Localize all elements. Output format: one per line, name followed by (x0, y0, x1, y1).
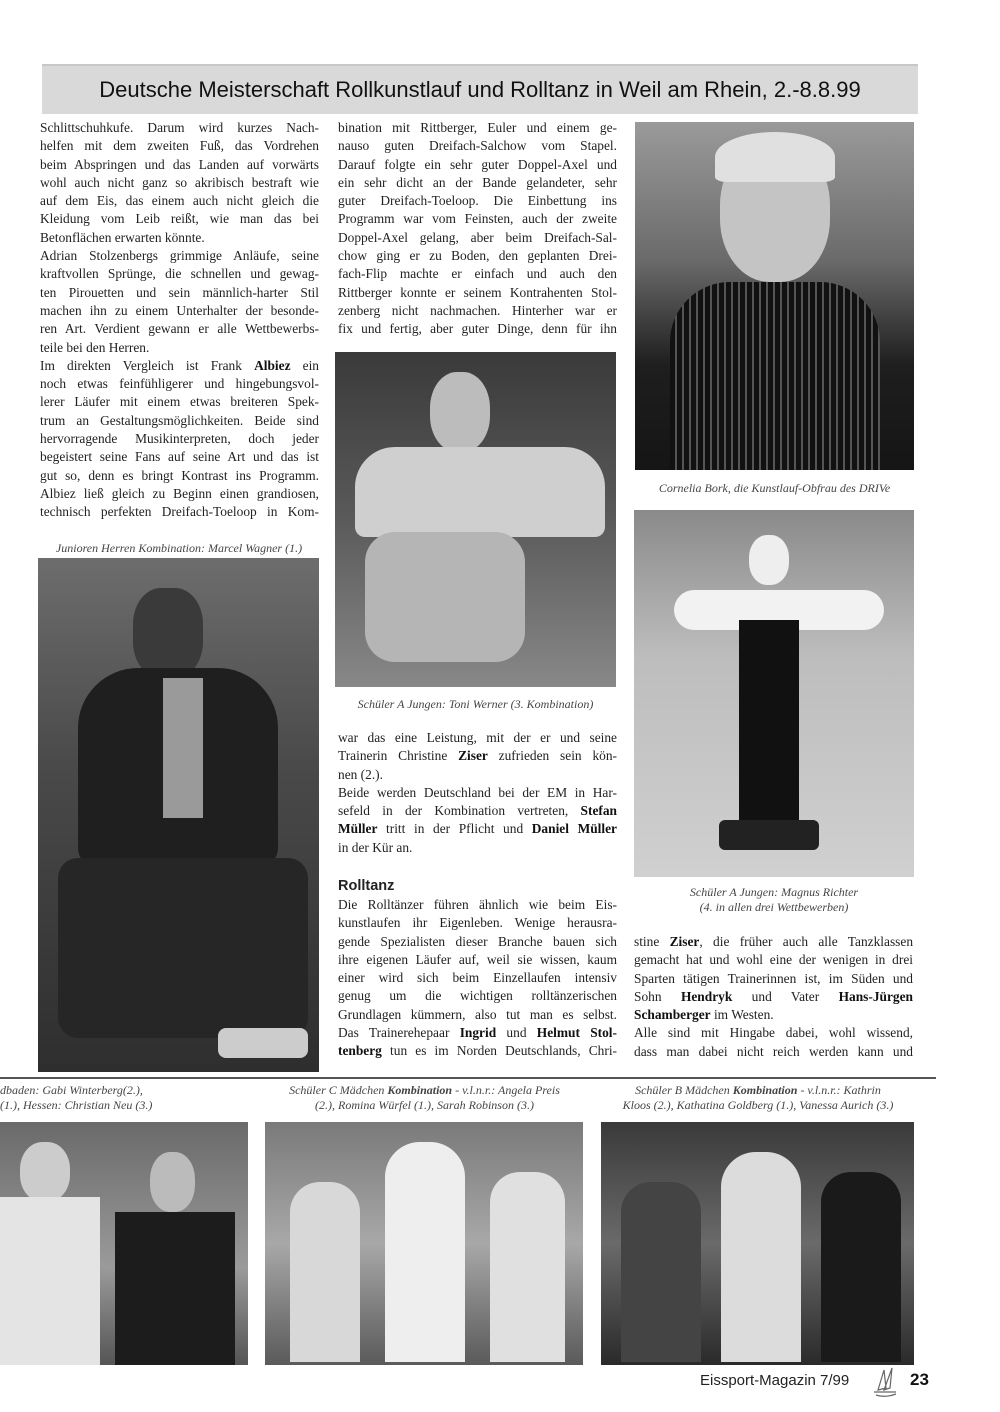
photo-schueler-c-maedchen (265, 1122, 583, 1365)
text-line: stine Ziser, die früher auch alle Tanzklassen (634, 934, 914, 949)
text-line: Betonflächen erwarten könnte. (40, 229, 205, 245)
caption-schueler-b-line-1 (598, 1083, 918, 1098)
text-line: Sparten tätigen Trainerinnen ist, im Süden und (634, 970, 913, 986)
text-line: ren Art. Verdient gewann er alle Wettbewerbs- (40, 321, 319, 337)
bold-name: Hans-Jürgen (838, 988, 913, 1004)
text-line: wohl auch nicht ganz so akribisch bestraft wie (40, 174, 319, 190)
text-line: sefeld in der Kombination vertreten, Stefan (338, 803, 617, 819)
caption-left-group (0, 1083, 230, 1113)
text-line: Sohn Hendryk und Vater Hans-Jürgen (634, 988, 913, 1004)
text-line: machen ihn zu einem Unterhalter der besonde- (40, 302, 319, 318)
text-line: Im direkten Vergleich ist Frank Albiez ein (40, 357, 319, 373)
page-number: 23 (910, 1370, 929, 1389)
caption-text: - v.l.n.r.: Angela Preis (452, 1083, 560, 1097)
bold-name: Schamberger (634, 1007, 711, 1023)
text-line: Das Trainerehepaar Ingrid und Helmut Stol- (338, 1025, 617, 1041)
text-line: fix und fertig, aber guter Dinge, denn für ihn (338, 321, 617, 337)
text-line: Die Rolltänzer führen ähnlich wie beim Eis- (338, 897, 617, 912)
article-column-1 (40, 119, 319, 522)
article-column-3 (634, 933, 913, 1061)
magazine-footer: Eissport-Magazin 7/99 (700, 1372, 850, 1389)
caption-text: Schüler C Mädchen (289, 1083, 388, 1097)
text-line: Albiez ließ gleich zu Beginn einen grandiosen, (40, 485, 319, 501)
text-line: gut so, denn es bringt Kontrast ins Programm. (40, 467, 319, 483)
bold-name: tenberg (338, 1043, 382, 1059)
text-line: Doppel-Axel gelang, aber beim Dreifach-Sal- (338, 229, 617, 245)
headline: Deutsche Meisterschaft Rollkunstlauf und Rolltanz in Weil am Rhein, 2.-8.8.99 (99, 77, 861, 102)
text-line: ihre eigenen Läufer auf, weil sie wissen, kaum (338, 951, 617, 967)
text-line: fach-Flip machte er einfach und auch den (338, 266, 617, 282)
text-line: in der Kür an. (338, 839, 413, 855)
text-line: hervorragende Musikinterpreten, doch jeder (40, 431, 319, 447)
text-line: Adrian Stolzenbergs grimmige Anläufe, seine (40, 248, 319, 264)
text-line: gende Spezialisten dieser Branche bauen sich (338, 933, 617, 949)
text-line: Schamberger im Westen. (634, 1007, 774, 1023)
bold-name: Ziser (458, 748, 488, 764)
photo-hessen-group (0, 1122, 248, 1365)
text-line: zenberg nicht nachmachen. Hinterher war er (338, 302, 617, 318)
article-column-2-top (338, 119, 617, 339)
caption-wagner: Junioren Herren Kombination: Marcel Wagner (1.) (55, 541, 303, 555)
caption-richter-line-2: (4. in allen drei Wettbewerben) (699, 900, 849, 914)
text-line: Beide werden Deutschland bei der EM in Har- (338, 784, 617, 800)
caption-bold: Kombination (387, 1083, 453, 1097)
caption-schueler-c-line-2: (2.), Romina Würfel (1.), Sarah Robinson (3.) (315, 1098, 534, 1112)
text-line: guter Dreifach-Toeloop. Die Einbettung ins (338, 193, 617, 209)
caption-schueler-c (262, 1083, 587, 1113)
bold-name: Hendryk (680, 988, 733, 1004)
text-line: Rittberger konnte er seinem Kontrahenten Stol- (338, 284, 617, 300)
caption-bork: Cornelia Bork, die Kunstlauf-Obfrau des DRIVe (658, 481, 891, 495)
bold-name: Ziser (669, 934, 700, 949)
photo-schueler-b-maedchen (601, 1122, 914, 1365)
photo-toni-werner (335, 352, 616, 687)
text-line: dass man dabei nicht reich werden kann und (634, 1043, 913, 1059)
caption-left-line-1: dbaden: Gabi Winterberg(2.), (0, 1083, 143, 1097)
text-line: kunstlaufen ihr Eigenleben. Wenige herausra- (338, 915, 617, 931)
text-line: Kleidung vom Leib reißt, wie man das bei (40, 211, 319, 227)
skate-logo-icon (870, 1364, 900, 1400)
text-line: tenberg tun es im Norden Deutschlands, Chri- (338, 1043, 617, 1059)
bold-name: Ingrid (459, 1025, 497, 1041)
caption-schueler-b (598, 1083, 918, 1113)
caption-text: Schüler B Mädchen (635, 1083, 733, 1097)
headline-banner (42, 64, 918, 114)
article-column-2-rolltanz (338, 877, 617, 1061)
text-line: nauso guten Dreifach-Salchow vom Stapel. (338, 138, 617, 154)
caption-richter (634, 885, 914, 915)
text-line: ein sehr dicht an der Bande gelandeter, sehr (338, 174, 617, 190)
text-line: ten Pirouetten und sein männlich-harter Stil (40, 284, 319, 300)
text-line: Schlittschuhkufe. Darum wird kurzes Nach- (40, 120, 319, 135)
section-heading-rolltanz: Rolltanz (338, 878, 395, 894)
text-line: gemacht hat und wohl eine der wenigen in drei (634, 952, 913, 968)
text-line: begeistert seine Fans auf seine Art und das ist (40, 449, 319, 465)
photo-magnus-richter (634, 510, 914, 877)
text-line: einer wird sich beim Einzellaufen intensiv (338, 970, 617, 986)
text-line: auf dem Eis, das einem auch nicht gleich die (40, 193, 319, 209)
article-column-2-middle (338, 729, 617, 857)
bold-name: Albiez (254, 357, 291, 373)
text-line: Müller tritt in der Pflicht und Daniel Müller (338, 821, 617, 837)
text-line: Trainerin Christine Ziser zufrieden sein kön- (338, 748, 617, 764)
rolltanz-text (338, 896, 617, 1061)
photo-marcel-wagner (38, 558, 319, 1072)
text-line: lerer Läufer mit einem etwas breiteren Spek- (40, 394, 319, 410)
caption-text: - v.l.n.r.: Kathrin (797, 1083, 881, 1097)
text-line: genug um die wichtigen rolltänzerischen (338, 988, 617, 1004)
text-line: teile bei den Herren. (40, 339, 150, 355)
bold-name: Daniel Müller (531, 821, 617, 837)
text-line: Programm war vom Feinsten, auch der zweite (338, 211, 617, 227)
text-line: noch etwas feinfühligerer und hingebungsvol- (40, 376, 319, 392)
text-line: Alle sind mit Hingabe dabei, wohl wissend, (634, 1025, 913, 1041)
caption-bold: Kombination (732, 1083, 798, 1097)
text-line: war das eine Leistung, mit der er und seine (338, 730, 617, 745)
caption-richter-line-1: Schüler A Jungen: Magnus Richter (689, 885, 859, 899)
caption-schueler-b-line-2: Kloos (2.), Kathatina Goldberg (1.), Vanessa Aurich (3.) (622, 1098, 894, 1112)
bold-name: Stefan (580, 803, 617, 819)
caption-schueler-c-line-1 (262, 1083, 587, 1098)
text-line: kraftvollen Sprünge, die schnellen und gewag- (40, 266, 319, 282)
bold-name: Müller (338, 821, 378, 837)
photo-cornelia-bork (635, 122, 914, 470)
caption-left-line-2: (1.), Hessen: Christian Neu (3.) (0, 1098, 153, 1112)
text-line: Grundlagen kümmern, also tut man es selbst. (338, 1006, 617, 1022)
text-line: Darauf folgte ein sehr guter Doppel-Axel und (338, 156, 617, 172)
text-line: chow ging er zu Boden, den geplanten Drei- (338, 248, 617, 264)
text-line: beim Abspringen und das Landen auf vorwärts (40, 156, 319, 172)
bold-name: Helmut Stol- (536, 1025, 617, 1041)
text-line: helfen mit dem zweiten Fuß, das Vordrehen (40, 138, 319, 154)
text-line: bination mit Rittberger, Euler und einem ge- (338, 120, 617, 135)
caption-werner: Schüler A Jungen: Toni Werner (3. Kombination) (357, 697, 594, 711)
text-line: trum an Gestaltungsmöglichkeiten. Beide sind (40, 412, 319, 428)
text-line: technisch perfekten Dreifach-Toeloop in Kom- (40, 504, 319, 520)
divider-rule (0, 1077, 936, 1079)
text-line: nen (2.). (338, 766, 383, 782)
